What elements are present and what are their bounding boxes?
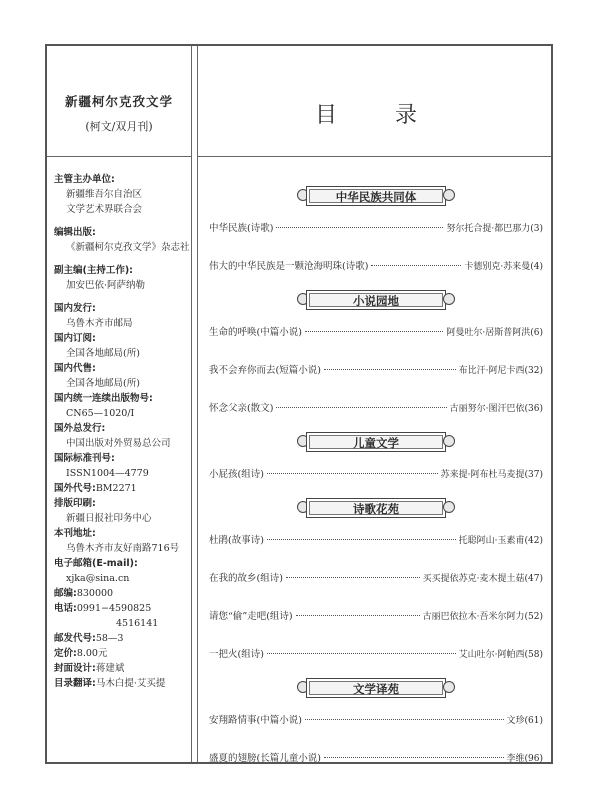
section-title: 小说园地 bbox=[353, 294, 399, 308]
masthead-inline-value: 0991−4590825 bbox=[76, 603, 152, 614]
dot-leader bbox=[324, 757, 504, 758]
toc-entry[interactable] bbox=[209, 532, 543, 546]
masthead-item bbox=[54, 586, 194, 601]
masthead-item bbox=[54, 331, 194, 346]
masthead-label: 国内代售: bbox=[54, 363, 96, 374]
entry-title: 一把火(组诗) bbox=[209, 649, 264, 660]
entry-title: 请您“偷”走吧(组诗) bbox=[209, 611, 293, 622]
masthead-item bbox=[54, 496, 194, 511]
dot-leader bbox=[276, 407, 446, 408]
entry-author-page: 托聪阿山·玉素甫(42) bbox=[458, 536, 543, 546]
entry-author-page: 买买提依苏克·麦木提土菇(47) bbox=[422, 574, 543, 584]
entry-title: 小屁孩(组诗) bbox=[209, 469, 264, 480]
entry-title: 安翔路情事(中篇小说) bbox=[209, 715, 302, 726]
entry-author-page: 古丽努尔·图汗巴依(36) bbox=[449, 404, 543, 414]
entry-title: 伟大的中华民族是一颗沧海明珠(诗歌) bbox=[209, 261, 369, 272]
table-of-contents bbox=[209, 186, 543, 764]
page-frame bbox=[45, 44, 553, 764]
masthead-inline-value: 蒋建斌 bbox=[95, 663, 125, 674]
masthead-label: 排版印刷: bbox=[54, 498, 96, 509]
masthead-label: 电话: bbox=[54, 603, 77, 614]
masthead-label: 国外代号: bbox=[54, 483, 96, 494]
toc-entry[interactable] bbox=[209, 362, 543, 376]
masthead-label: 电子邮箱(E-mail): bbox=[54, 558, 138, 569]
masthead-inline-value: 830000 bbox=[76, 588, 114, 599]
masthead-spacer bbox=[54, 255, 194, 263]
masthead-item bbox=[54, 481, 194, 496]
masthead-value: CN65—1020/I bbox=[66, 408, 135, 419]
masthead-item bbox=[54, 631, 194, 646]
masthead-value: 《新疆柯尔克孜文学》杂志社 bbox=[66, 242, 190, 253]
masthead-inline-value: BM2271 bbox=[95, 483, 137, 494]
section-title: 儿童文学 bbox=[353, 436, 399, 450]
masthead-label: 封面设计: bbox=[54, 663, 96, 674]
toc-entry[interactable] bbox=[209, 608, 543, 622]
masthead-inline-value: 58—3 bbox=[95, 633, 124, 644]
section-banner bbox=[297, 186, 455, 206]
toc-entry[interactable] bbox=[209, 400, 543, 414]
masthead-item bbox=[54, 421, 194, 436]
masthead-item bbox=[54, 601, 194, 616]
dot-leader bbox=[371, 265, 461, 266]
entry-title: 盛夏的翅膀(长篇儿童小说) bbox=[209, 753, 321, 764]
masthead-item bbox=[54, 301, 194, 316]
entry-title: 中华民族(诗歌) bbox=[209, 223, 274, 234]
masthead-value: 4516141 bbox=[116, 618, 159, 629]
masthead-item bbox=[54, 556, 194, 571]
toc-entry[interactable] bbox=[209, 646, 543, 660]
section-title: 文学译苑 bbox=[353, 682, 399, 696]
toc-entry[interactable] bbox=[209, 750, 543, 764]
entry-author-page: 李维(96) bbox=[506, 754, 543, 764]
masthead-value: 新疆日报社印务中心 bbox=[66, 513, 152, 524]
masthead-item bbox=[54, 526, 194, 541]
masthead-value: 文学艺术界联合会 bbox=[66, 204, 143, 215]
section-banner bbox=[297, 432, 455, 452]
section-banner bbox=[297, 678, 455, 698]
toc-entry[interactable] bbox=[209, 712, 543, 726]
dot-leader bbox=[296, 615, 420, 616]
masthead-label: 定价: bbox=[54, 648, 77, 659]
masthead-value: 新疆维吾尔自治区 bbox=[66, 189, 143, 200]
entry-title: 生命的呼唤(中篇小说) bbox=[209, 327, 302, 338]
dot-leader bbox=[276, 227, 443, 228]
masthead-label: 目录翻译: bbox=[54, 678, 96, 689]
entry-author-page: 卡德别克·苏来曼(4) bbox=[464, 262, 543, 272]
magazine-subtitle: (柯文/双月刊) bbox=[85, 120, 153, 133]
masthead bbox=[54, 172, 194, 691]
entry-author-page: 苏来提·阿布杜马麦提(37) bbox=[440, 470, 543, 480]
masthead-item bbox=[54, 172, 194, 187]
dot-leader bbox=[267, 539, 456, 540]
entry-title: 在我的故乡(组诗) bbox=[209, 573, 283, 584]
masthead-item bbox=[54, 676, 194, 691]
masthead-value: 中国出版对外贸易总公司 bbox=[66, 438, 171, 449]
masthead-item bbox=[54, 361, 194, 376]
entry-author-page: 艾山吐尔·阿帕西(58) bbox=[458, 650, 543, 660]
dot-leader bbox=[305, 331, 443, 332]
entry-title: 我不会弃你而去(短篇小说) bbox=[209, 365, 321, 376]
dot-leader bbox=[267, 653, 456, 654]
entry-author-page: 文珍(61) bbox=[506, 716, 543, 726]
dot-leader bbox=[267, 473, 438, 474]
section-title: 中华民族共同体 bbox=[335, 190, 417, 204]
toc-title: 目 录 bbox=[314, 103, 435, 128]
entry-title: 杜鹃(故事诗) bbox=[209, 535, 264, 546]
masthead-label: 副主编(主持工作): bbox=[54, 265, 133, 276]
dot-leader bbox=[324, 369, 456, 370]
dot-leader bbox=[286, 577, 420, 578]
magazine-title: 新疆柯尔克孜文学 bbox=[64, 94, 173, 109]
masthead-label: 国内统一连续出版物号: bbox=[54, 393, 153, 404]
masthead-inline-value: 马木白提·艾买提 bbox=[95, 678, 166, 689]
masthead-label: 国外总发行: bbox=[54, 423, 106, 434]
entry-author-page: 古丽巴依拉木·吾米尔阿力(52) bbox=[422, 612, 543, 622]
column-divider bbox=[197, 46, 198, 762]
toc-entry[interactable] bbox=[209, 220, 543, 234]
section-banner bbox=[297, 290, 455, 310]
dot-leader bbox=[305, 719, 504, 720]
masthead-label: 国际标准刊号: bbox=[54, 453, 115, 464]
masthead-label: 主管主办单位: bbox=[54, 174, 115, 185]
masthead-label: 国内订阅: bbox=[54, 333, 96, 344]
section-title: 诗歌花苑 bbox=[353, 502, 399, 516]
left-header-divider bbox=[47, 156, 191, 157]
masthead-label: 本刊地址: bbox=[54, 528, 96, 539]
masthead-item bbox=[54, 391, 194, 406]
toc-entry[interactable] bbox=[209, 324, 543, 338]
masthead-value: ISSN1004—4779 bbox=[66, 468, 149, 479]
masthead-label: 国内发行: bbox=[54, 303, 96, 314]
masthead-value: 乌鲁木齐市友好南路716号 bbox=[66, 543, 180, 554]
toc-entry[interactable] bbox=[209, 258, 543, 272]
masthead-spacer bbox=[54, 217, 194, 225]
masthead-value: 全国各地邮局(所) bbox=[66, 348, 140, 359]
entry-title: 怀念父亲(散文) bbox=[209, 403, 274, 414]
masthead-label: 邮发代号: bbox=[54, 633, 96, 644]
masthead-label: 邮编: bbox=[54, 588, 77, 599]
toc-entry[interactable] bbox=[209, 466, 543, 480]
entry-author-page: 布比汗·阿尼卡西(32) bbox=[458, 366, 543, 376]
masthead-value: 加安巴依·阿萨纳勒 bbox=[66, 280, 146, 291]
right-header-divider bbox=[197, 156, 551, 157]
masthead-inline-value: 8.00元 bbox=[76, 648, 108, 659]
masthead-item bbox=[54, 451, 194, 466]
masthead-item bbox=[54, 225, 194, 240]
section-banner bbox=[297, 498, 455, 518]
toc-entry[interactable] bbox=[209, 570, 543, 584]
masthead-spacer bbox=[54, 293, 194, 301]
masthead-item bbox=[54, 661, 194, 676]
masthead-item bbox=[54, 646, 194, 661]
masthead-value: 乌鲁木齐市邮局 bbox=[66, 318, 133, 329]
masthead-value: 全国各地邮局(所) bbox=[66, 378, 140, 389]
masthead-value: xjka@sina.cn bbox=[66, 573, 130, 584]
masthead-label: 编辑出版: bbox=[54, 227, 96, 238]
entry-author-page: 努尔托合提·都巴那力(3) bbox=[446, 224, 543, 234]
entry-author-page: 阿曼吐尔·居斯普阿洪(6) bbox=[446, 328, 543, 338]
masthead-item bbox=[54, 263, 194, 278]
